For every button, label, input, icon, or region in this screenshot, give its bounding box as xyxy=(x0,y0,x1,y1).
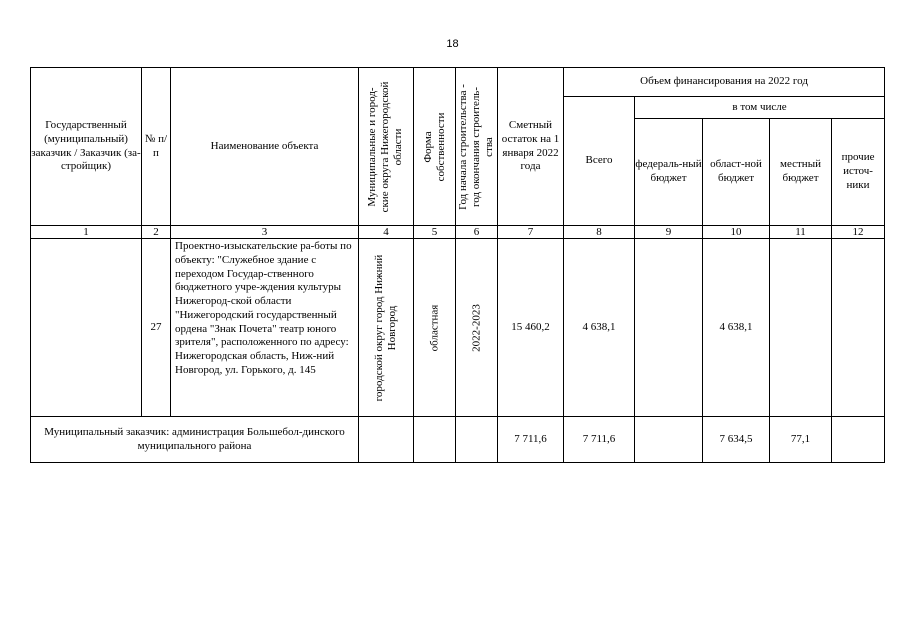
header-funding: Объем финансирования на 2022 год xyxy=(564,68,885,97)
footer-total: 7 711,6 xyxy=(564,417,635,463)
footer-empty-years xyxy=(456,417,498,463)
column-number: 8 xyxy=(564,226,635,239)
header-district-text: Муниципальные и город- ские округа Нижегородской области xyxy=(366,81,405,212)
row-ownership-text: областная xyxy=(427,304,440,351)
header-including: в том числе xyxy=(635,97,885,119)
footer-other xyxy=(832,417,885,463)
row-total: 4 638,1 xyxy=(564,239,635,417)
header-federal: федераль-ный бюджет xyxy=(635,119,703,226)
row-local xyxy=(770,239,832,417)
footer-local: 77,1 xyxy=(770,417,832,463)
header-regional: област-ной бюджет xyxy=(703,119,770,226)
column-number: 3 xyxy=(171,226,359,239)
column-number: 6 xyxy=(456,226,498,239)
header-ownership xyxy=(414,68,456,226)
header-local: местный бюджет xyxy=(770,119,832,226)
column-number: 7 xyxy=(498,226,564,239)
column-number: 4 xyxy=(359,226,414,239)
footer-customer-label: Муниципальный заказчик: администрация Большебол-динского муниципального района xyxy=(31,417,359,463)
row-ownership xyxy=(414,239,456,417)
column-number: 12 xyxy=(832,226,885,239)
financing-table xyxy=(30,67,885,463)
header-balance: Сметный остаток на 1 января 2022 года xyxy=(498,68,564,226)
footer-empty-ownership xyxy=(414,417,456,463)
column-number: 2 xyxy=(142,226,171,239)
column-number: 1 xyxy=(31,226,142,239)
row-years-text: 2022-2023 xyxy=(469,303,482,352)
header-num: № п/п xyxy=(142,68,171,226)
row-num: 27 xyxy=(142,239,171,417)
row-object-name: Проектно-изыскательские ра-боты по объекту: "Служебное здание с переходом Государ-ственного бюджетного учре-ждения культуры Нижегород-ской области "Нижегородский государственный ордена "Знак Почета" театр юного зрителя", расположенного по адресу: Нижегородская область, Ниж-ний Новгород, ул. Горького, д. 145 xyxy=(171,239,359,417)
footer-regional: 7 634,5 xyxy=(703,417,770,463)
header-district xyxy=(359,68,414,226)
footer-empty-district xyxy=(359,417,414,463)
footer-balance: 7 711,6 xyxy=(498,417,564,463)
column-number: 11 xyxy=(770,226,832,239)
header-ownership-text: Форма собственности xyxy=(421,112,447,181)
row-district-text: городской округ город Нижний Новгород xyxy=(372,254,398,401)
header-object-name: Наименование объекта xyxy=(171,68,359,226)
column-number: 9 xyxy=(635,226,703,239)
column-numbers-row xyxy=(31,226,885,239)
page-number: 18 xyxy=(446,38,459,50)
footer-row xyxy=(31,417,885,463)
column-number: 10 xyxy=(703,226,770,239)
header-total: Всего xyxy=(564,97,635,226)
header-years-text: Год начала строительства - год окончания строитель- ства xyxy=(456,83,496,210)
row-years xyxy=(456,239,498,417)
column-number: 5 xyxy=(414,226,456,239)
footer-federal xyxy=(635,417,703,463)
row-regional: 4 638,1 xyxy=(703,239,770,417)
row-district xyxy=(359,239,414,417)
table-row xyxy=(31,239,885,417)
row-customer-empty xyxy=(31,239,142,417)
header-other: прочие источ-ники xyxy=(832,119,885,226)
row-other xyxy=(832,239,885,417)
row-federal xyxy=(635,239,703,417)
header-customer: Государственный (муниципальный) заказчик / Заказчик (за-стройщик) xyxy=(31,68,142,226)
header-years xyxy=(456,68,498,226)
row-balance: 15 460,2 xyxy=(498,239,564,417)
